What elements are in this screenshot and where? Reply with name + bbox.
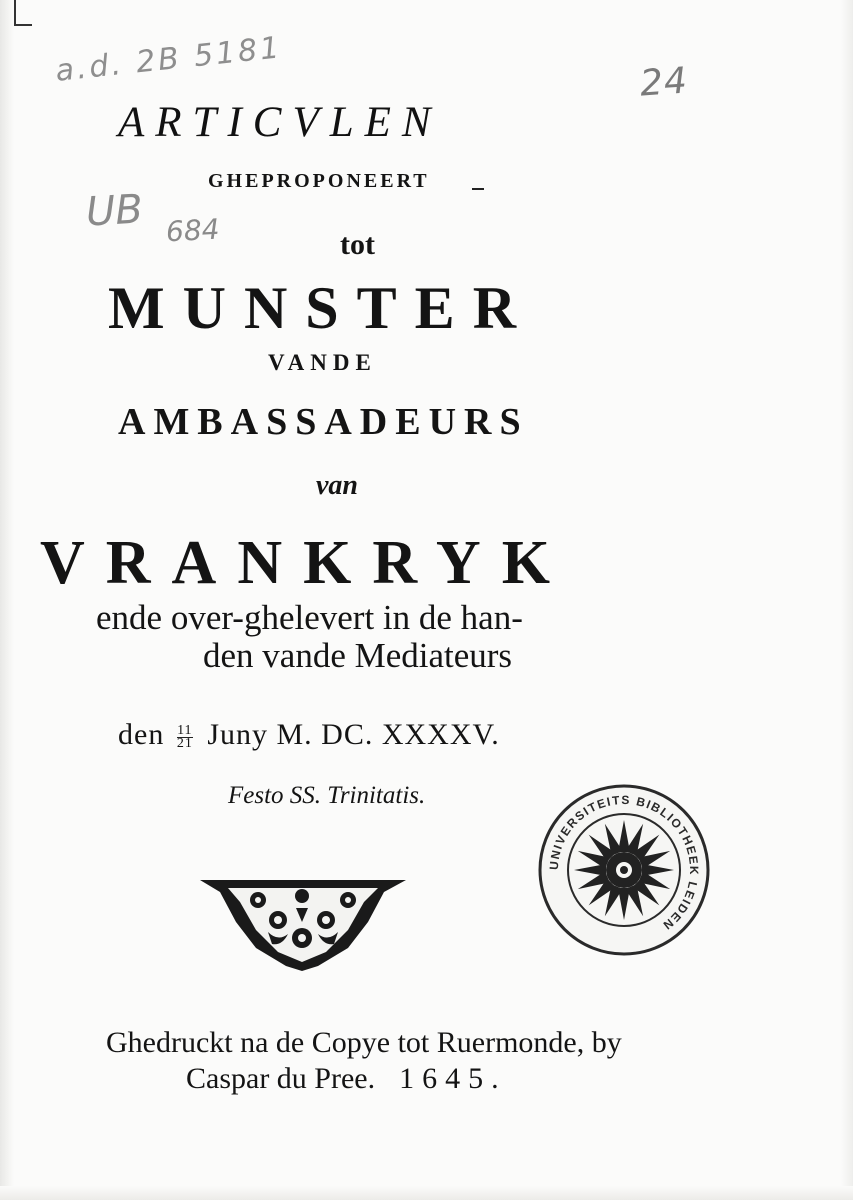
title-gheproponeert: GHEPROPONEERT (208, 170, 430, 192)
scan-corner-mark (14, 0, 32, 26)
imprint-printer: Caspar du Pree. (186, 1062, 376, 1095)
handwritten-library-code: UB (84, 186, 144, 236)
title-ambassadeurs: AMBASSADEURS (118, 401, 529, 443)
handwritten-shelfmark: a.d. 2B 5181 (53, 30, 284, 89)
page-right-edge (841, 0, 853, 1200)
imprint-line-1: Ghedruckt na de Copye tot Ruermonde, by (106, 1026, 622, 1059)
title-articulen: ARTICVLEN (118, 99, 442, 146)
handwritten-library-number: 684 (165, 212, 221, 249)
title-vande: VANDE (268, 350, 377, 375)
title-van: van (316, 470, 358, 501)
title-ende-line: ende over-ghelevert in de han- (96, 598, 523, 637)
title-rule (472, 188, 484, 190)
title-tot: tot (340, 228, 375, 261)
date-fraction-top: 11 (177, 722, 193, 738)
page-left-edge (0, 0, 14, 1200)
title-mediateurs-line: den vande Mediateurs (203, 636, 513, 675)
stamp-text: UNIVERSITEITS BIBLIOTHEEK LEIDEN (546, 792, 702, 934)
date-prefix: den (118, 718, 165, 751)
date-fraction (176, 722, 193, 751)
date-line (118, 718, 500, 752)
date-fraction-bottom: 21 (176, 735, 193, 751)
imprint-year: 1645. (399, 1062, 507, 1095)
imprint-line-2 (186, 1062, 507, 1096)
feast-line: Festo SS. Trinitatis. (228, 782, 426, 809)
printers-ornament (198, 872, 408, 972)
handwritten-page-number: 24 (638, 60, 690, 105)
title-vrankryk: VRANKRYK (40, 529, 571, 597)
title-munster: MUNSTER (108, 275, 535, 341)
date-rest: Juny M. DC. XXXXV. (207, 718, 500, 751)
page-bottom-edge (0, 1186, 853, 1200)
library-stamp (536, 782, 712, 958)
